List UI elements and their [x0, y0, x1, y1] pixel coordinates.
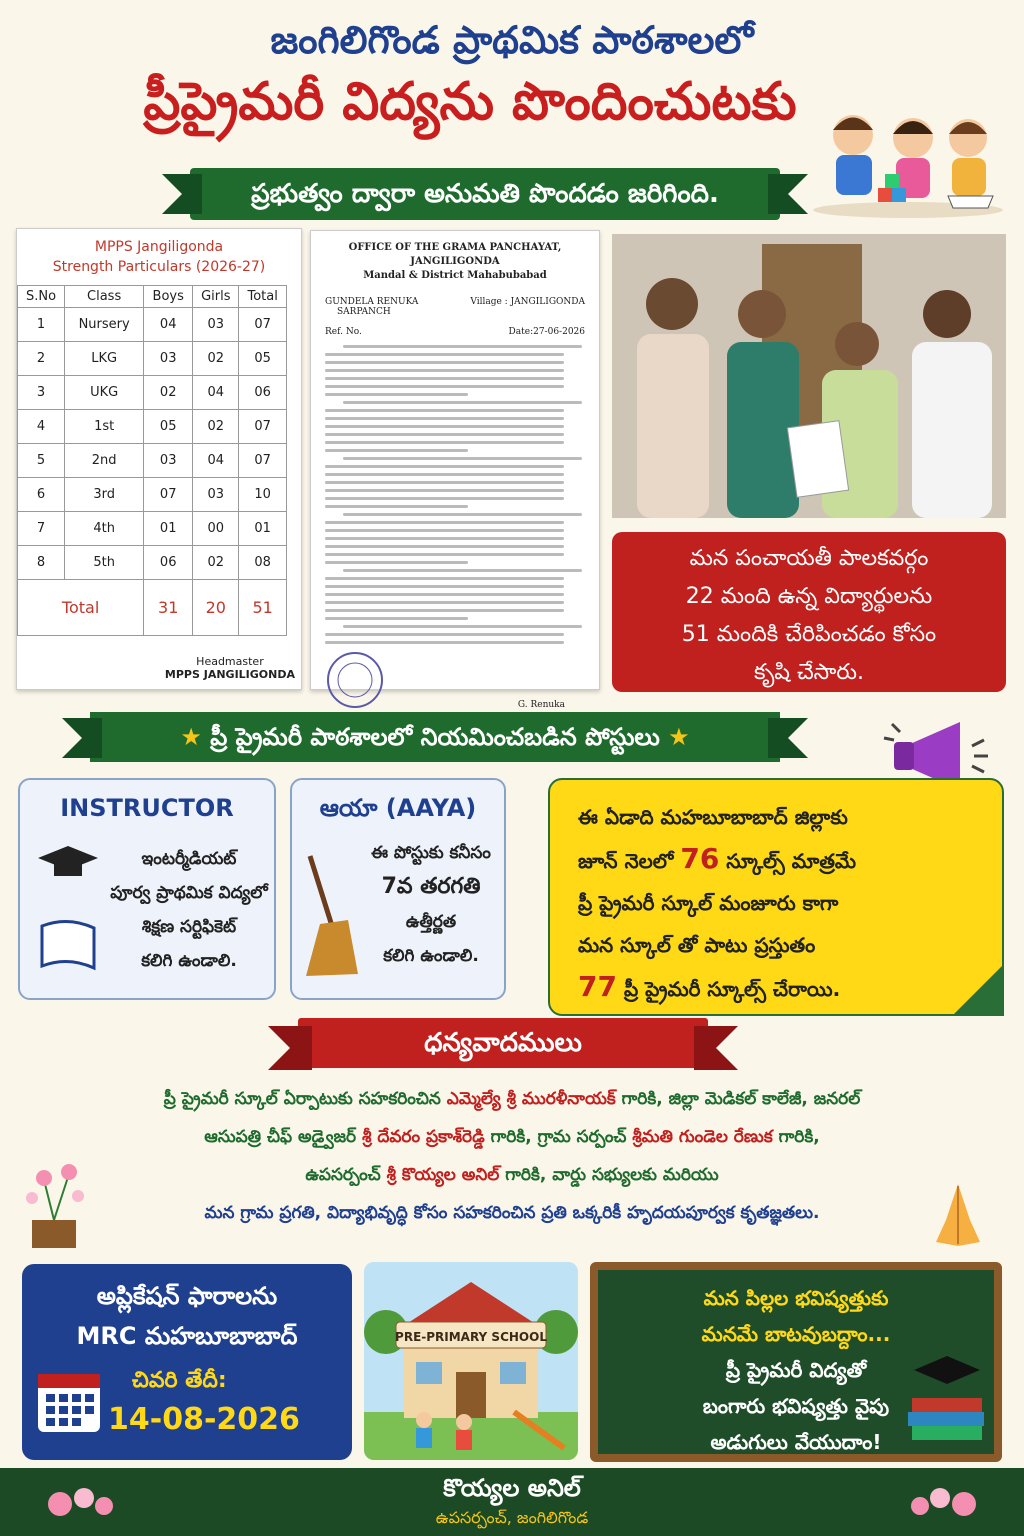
instructor-line-2: పూర్వ ప్రాథమిక విద్యలో	[110, 883, 268, 903]
star-icon: ★	[668, 723, 690, 751]
letter-office: OFFICE OF THE GRAMA PANCHAYAT, JANGILIGONDA	[348, 242, 562, 267]
table-cell: 2	[18, 342, 65, 376]
letter-text-line	[325, 553, 564, 556]
last-date: 14-08-2026	[108, 1402, 300, 1437]
instructor-line-3: శిక్షణ సర్టిఫికెట్	[141, 917, 237, 937]
ack-upasarpanch: శ్రీ కొయ్యల అనిల్	[386, 1165, 500, 1185]
aaya-title: ఆయా (AAYA)	[319, 794, 477, 822]
total-row	[18, 580, 287, 636]
school-count-76: 76	[680, 842, 720, 875]
total-cell: 51	[239, 580, 287, 636]
letter-text-line	[325, 505, 468, 508]
table-cell: 00	[193, 512, 239, 546]
letter-village: Village : JANGILIGONDA	[470, 297, 585, 307]
letter-text-line	[325, 425, 564, 428]
headmaster-sign	[165, 655, 295, 681]
table-cell: 06	[144, 546, 193, 580]
letter-role: SARPANCH	[337, 307, 391, 317]
approval-ribbon: ప్రభుత్వం ద్వారా అనుమతి పొందడం జరిగింది.	[190, 168, 780, 220]
strength-sheet	[16, 228, 302, 690]
instructor-line-1: ఇంటర్మీడియట్	[141, 849, 237, 869]
district-info-box	[548, 778, 1004, 1016]
headmaster-label: Headmaster	[196, 655, 264, 668]
letter-text-line	[343, 401, 582, 404]
table-row	[18, 478, 287, 512]
district-line-2b: స్కూల్స్ మాత్రమే	[726, 849, 857, 873]
note-line-1: మన పంచాయతీ పాలకవర్గం	[689, 546, 929, 571]
table-cell: 4th	[65, 512, 144, 546]
ack-text: గారికి,	[772, 1127, 820, 1147]
letter-text-line	[325, 409, 564, 412]
footer	[0, 1468, 1024, 1536]
strength-subtitle: Strength Particulars (2026-27)	[52, 259, 266, 275]
letter-text-line	[325, 577, 564, 580]
letter-text-line	[325, 489, 564, 492]
ack-text: ఆసుపత్రి చీఫ్ అడ్వైజర్	[204, 1127, 363, 1147]
aaya-line-3: ఉత్తీర్ణత	[405, 912, 457, 932]
total-cell: 20	[193, 580, 239, 636]
ack-sarpanch: శ్రీమతి గుండెల రేణుక	[632, 1127, 773, 1147]
flower-icon	[904, 1478, 984, 1528]
table-cell: 06	[239, 376, 287, 410]
ack-text: గారికి, జిల్లా మెడికల్ కాలేజీ, జనరల్	[615, 1089, 861, 1109]
ack-advisor: శ్రీ దేవరం ప్రకాశ్‌రెడ్డి	[362, 1127, 485, 1147]
acknowledgement	[0, 1080, 1024, 1232]
letter-text-line	[343, 457, 582, 460]
table-cell: 8	[18, 546, 65, 580]
school-sign: PRE-PRIMARY SCHOOL	[395, 1330, 547, 1344]
table-header: S.No	[18, 286, 65, 308]
calendar-icon	[38, 1374, 100, 1432]
table-cell: 08	[239, 546, 287, 580]
letter-text-line	[325, 545, 564, 548]
table-cell: 1	[18, 308, 65, 342]
ack-text: ప్రీ ప్రైమరీ స్కూల్ ఏర్పాటుకు సహకరించిన	[163, 1089, 447, 1109]
instructor-card	[18, 778, 276, 1000]
ack-line-3	[0, 1156, 1024, 1194]
graduation-book-icon	[34, 836, 100, 976]
footer-role: ఉపసర్పంచ్, జంగిలిగొండ	[435, 1508, 589, 1527]
table-cell: LKG	[65, 342, 144, 376]
table-cell: 3rd	[65, 478, 144, 512]
table-cell: 01	[239, 512, 287, 546]
strength-title	[17, 237, 301, 277]
table-header: Total	[239, 286, 287, 308]
instructor-title: INSTRUCTOR	[60, 794, 234, 822]
table-row	[18, 342, 287, 376]
title-line-1: జంగిలిగొండ ప్రాథమిక పాఠశాలలో	[270, 18, 754, 62]
broom-icon	[300, 850, 360, 980]
table-row	[18, 410, 287, 444]
table-cell: 07	[239, 444, 287, 478]
table-cell: 02	[193, 410, 239, 444]
letter-body	[325, 345, 585, 644]
letter-text-line	[325, 529, 564, 532]
table-cell: 02	[144, 376, 193, 410]
table-cell: 7	[18, 512, 65, 546]
thanks-ribbon: ధన్యవాదములు	[298, 1018, 708, 1068]
school-name: MPPS Jangiligonda	[94, 239, 224, 255]
district-line-3: ప్రీ ప్రైమరీ స్కూల్ మంజూరు కాగా	[578, 891, 839, 915]
letter-text-line	[325, 593, 564, 596]
school-count-77: 77	[578, 970, 617, 1003]
table-cell: 1st	[65, 410, 144, 444]
table-header: Class	[65, 286, 144, 308]
table-cell: 5	[18, 444, 65, 478]
chalk-line-5: అడుగులు వేయుదాం!	[710, 1430, 882, 1454]
letter-text-line	[325, 385, 564, 388]
children-illustration	[808, 100, 1008, 218]
application-box	[22, 1264, 352, 1460]
table-cell: 03	[193, 478, 239, 512]
posts-ribbon	[90, 712, 780, 762]
letter-text-line	[325, 449, 468, 452]
table-row	[18, 376, 287, 410]
letter-ref: Ref. No.	[325, 327, 362, 337]
school-label: MPPS JANGILIGONDA	[164, 668, 295, 681]
table-cell: 6	[18, 478, 65, 512]
district-line-2a: జూన్ నెలలో	[578, 849, 674, 873]
panchayat-seal	[325, 650, 385, 710]
letter-text-line	[325, 497, 564, 500]
table-cell: 04	[144, 308, 193, 342]
note-line-4: కృషి చేసారు.	[753, 660, 865, 685]
letter-text-line	[325, 361, 564, 364]
last-date-label: చివరి తేదీ:	[132, 1368, 227, 1393]
panchayat-letter	[310, 230, 600, 710]
table-cell: 02	[193, 546, 239, 580]
table-cell: 10	[239, 478, 287, 512]
letter-text-line	[325, 521, 564, 524]
note-line-3: 51 మందికి చేరిపించడం కోసం	[681, 622, 937, 647]
letter-date: Date:27-06-2026	[508, 327, 585, 337]
table-row	[18, 546, 287, 580]
table-cell: 3	[18, 376, 65, 410]
ack-mla: ఎమ్మెల్యే శ్రీ మురళీనాయక్	[446, 1089, 616, 1109]
letter-text-line	[325, 537, 564, 540]
table-cell: 2nd	[65, 444, 144, 478]
table-cell: 07	[144, 478, 193, 512]
posts-ribbon-text: ప్రీ ప్రైమరీ పాఠశాలలో నియమించబడిన పోస్టులు	[210, 723, 660, 751]
district-line-2	[578, 838, 1002, 882]
table-cell: 04	[193, 444, 239, 478]
chalk-line-1: మన పిల్లల భవిష్యత్తుకు	[703, 1286, 889, 1310]
footer-name: కొయ్యల అనిల్	[443, 1474, 581, 1502]
application-line-1: అప్లికేషన్ ఫారాలను	[96, 1282, 278, 1310]
table-cell: 05	[144, 410, 193, 444]
letter-text-line	[343, 625, 582, 628]
flower-icon	[40, 1478, 120, 1528]
ack-line-4: మన గ్రామ ప్రగతి, విద్యాభివృద్ధి కోసం సహకరించిన ప్రతి ఒక్కరికీ హృదయపూర్వక కృతజ్ఞతలు.	[204, 1203, 820, 1223]
district-line-1: ఈ ఏడాది మహబూబాబాద్ జిల్లాకు	[578, 805, 848, 829]
title-line-2: ప్రీప్రైమరీ విద్యను పొందించుటకు	[143, 72, 797, 132]
flowers-icon	[14, 1160, 94, 1250]
aaya-line-4: కలిగి ఉండాలి.	[383, 946, 479, 966]
letter-text-line	[325, 585, 564, 588]
letter-text-line	[325, 609, 564, 612]
letter-text-line	[325, 433, 564, 436]
aaya-card	[290, 778, 506, 1000]
letter-signature: G. Renuka	[517, 700, 565, 710]
letter-text-line	[325, 473, 564, 476]
ack-line-2	[0, 1118, 1024, 1156]
table-cell: 5th	[65, 546, 144, 580]
praying-hands-icon	[928, 1180, 988, 1250]
ack-line-1	[0, 1080, 1024, 1118]
letter-text-line	[343, 569, 582, 572]
school-illustration	[364, 1262, 578, 1460]
letter-text-line	[343, 513, 582, 516]
district-line-4: మన స్కూల్ తో పాటు ప్రస్తుతం	[578, 933, 816, 957]
table-header: Boys	[144, 286, 193, 308]
letter-text-line	[325, 441, 564, 444]
table-cell: 07	[239, 410, 287, 444]
letter-text-line	[325, 481, 564, 484]
letter-text-line	[325, 465, 564, 468]
letter-text-line	[325, 561, 468, 564]
ack-text: ఉపసర్పంచ్	[305, 1165, 387, 1185]
table-cell: 4	[18, 410, 65, 444]
chalk-line-4: బంగారు భవిష్యత్తు వైపు	[702, 1394, 890, 1418]
table-cell: 04	[193, 376, 239, 410]
chalkboard-message	[590, 1262, 1002, 1462]
total-label: Total	[18, 580, 144, 636]
table-header: Girls	[193, 286, 239, 308]
table-cell: 02	[193, 342, 239, 376]
letter-text-line	[325, 633, 564, 636]
table-cell: 01	[144, 512, 193, 546]
letter-text-line	[325, 617, 468, 620]
table-cell: Nursery	[65, 308, 144, 342]
ack-text: గారికి, గ్రామ సర్పంచ్	[484, 1127, 633, 1147]
panchayat-note	[612, 532, 1006, 692]
table-cell: 05	[239, 342, 287, 376]
total-cell: 31	[144, 580, 193, 636]
note-line-2: 22 మంది ఉన్న విద్యార్థులను	[685, 584, 933, 609]
table-row	[18, 512, 287, 546]
table-cell: 03	[193, 308, 239, 342]
aaya-line-2: 7వ తరగతి	[381, 874, 481, 899]
star-icon: ★	[180, 723, 202, 751]
letter-text-line	[325, 641, 564, 644]
table-cell: 03	[144, 342, 193, 376]
strength-table	[17, 285, 287, 636]
letter-text-line	[325, 417, 564, 420]
table-row	[18, 308, 287, 342]
letter-text-line	[343, 345, 582, 348]
letter-text-line	[325, 369, 564, 372]
books-cap-icon	[904, 1350, 990, 1450]
instructor-line-4: కలిగి ఉండాలి.	[141, 951, 237, 971]
letter-text-line	[325, 601, 564, 604]
letter-mandal: Mandal & District Mahabubabad	[363, 270, 547, 281]
letter-name: GUNDELA RENUKA	[325, 297, 419, 307]
chalk-line-2: మనమే బాటవుబద్దాం...	[701, 1322, 891, 1346]
application-line-2: MRC మహబూబాబాద్	[76, 1322, 298, 1350]
table-cell: 07	[239, 308, 287, 342]
table-cell: 03	[144, 444, 193, 478]
chalk-line-3: ప్రీ ప్రైమరీ విద్యతో	[725, 1358, 867, 1382]
table-row	[18, 444, 287, 478]
letter-text-line	[325, 353, 564, 356]
district-line-5	[578, 966, 1002, 1010]
letter-text-line	[325, 377, 564, 380]
ack-text: గారికి, వార్డు సభ్యులకు మరియు	[499, 1165, 719, 1185]
letter-text-line	[325, 393, 468, 396]
district-line-5b: ప్రీ ప్రైమరీ స్కూల్స్ చేరాయి.	[623, 977, 841, 1001]
table-cell: UKG	[65, 376, 144, 410]
aaya-line-1: ఈ పోస్టుకు కనీసం	[371, 843, 491, 863]
handover-photo	[612, 234, 1006, 518]
